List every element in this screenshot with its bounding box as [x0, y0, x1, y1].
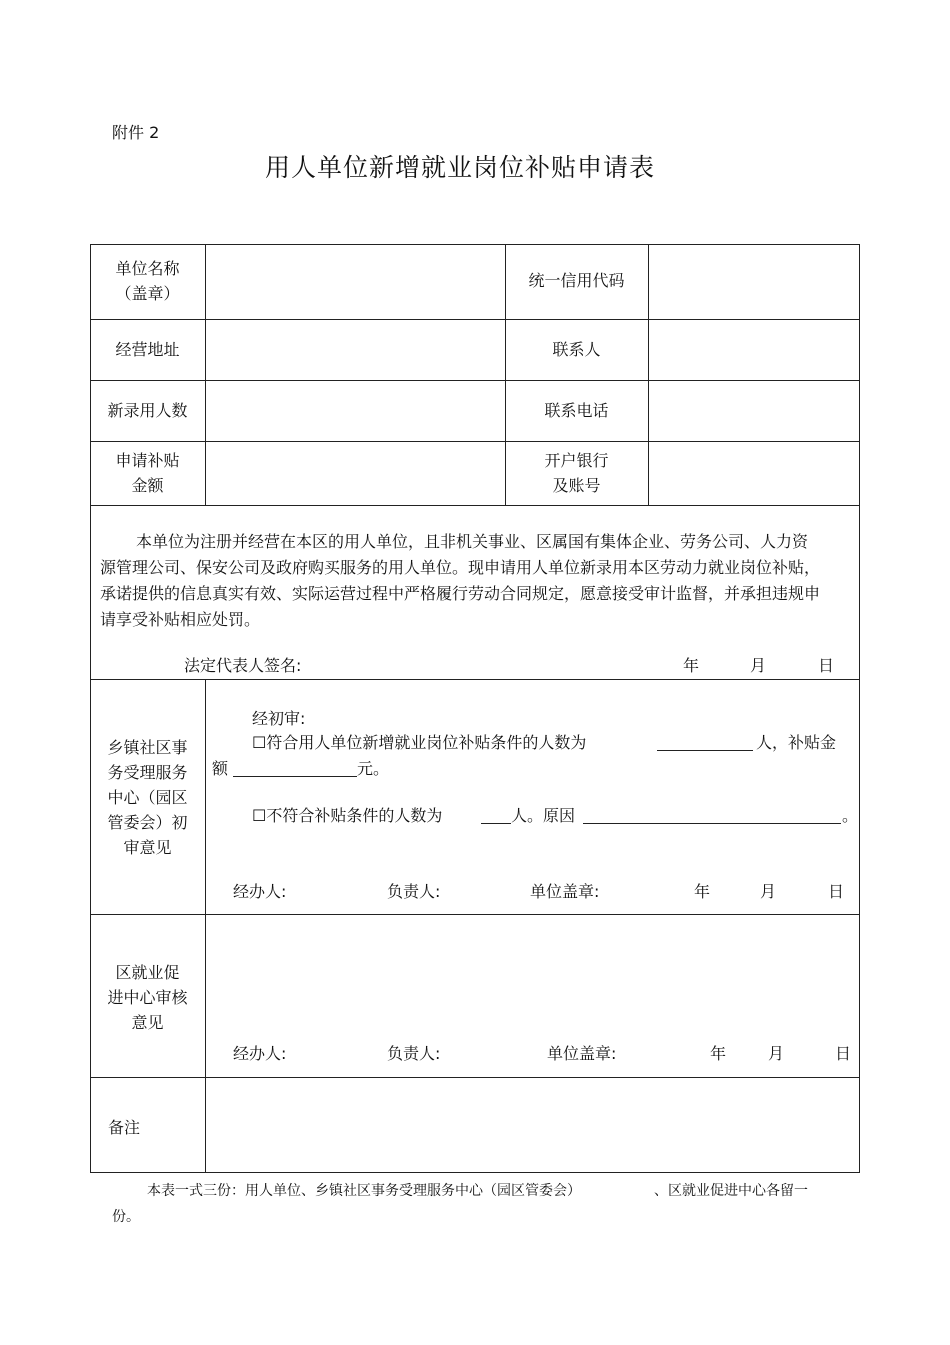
- legal-rep-signature-label: 法定代表人签名:: [184, 656, 302, 675]
- contact-person-field[interactable]: [649, 320, 858, 379]
- district-handler-label: 经办人:: [233, 1044, 287, 1063]
- amount-blank[interactable]: [233, 758, 357, 781]
- district-principal-label: 负责人:: [387, 1044, 441, 1063]
- unqualified-count-blank[interactable]: [481, 805, 511, 828]
- subsidy-amount-label: 申请补贴 金额: [115, 451, 180, 495]
- credit-code-field[interactable]: [649, 245, 858, 318]
- remarks-label: 备注: [108, 1118, 141, 1137]
- amount-suffix: 元。: [357, 759, 390, 778]
- new-hires-label: 新录用人数: [107, 401, 188, 420]
- credit-code-label: 统一信用代码: [528, 271, 625, 290]
- subsidy-amount-field[interactable]: [206, 442, 504, 504]
- initial-review-label: 乡镇社区事 务受理服务 中心（园区 管委会）初 审意见: [107, 738, 188, 857]
- reason-end: 。: [842, 806, 859, 825]
- unit-name-field[interactable]: [206, 245, 504, 318]
- table-border-right: [859, 244, 860, 1173]
- qualified-line: [252, 730, 586, 756]
- footer-note-part3: 份。: [112, 1209, 140, 1225]
- contact-phone-field[interactable]: [649, 381, 858, 440]
- date-month: 月: [750, 656, 767, 675]
- district-date-year: 年: [710, 1044, 727, 1063]
- initial-handler-label: 经办人:: [233, 882, 287, 901]
- contact-phone-label: 联系电话: [544, 401, 609, 420]
- initial-seal-label: 单位盖章:: [530, 882, 600, 901]
- qualified-count-blank[interactable]: [657, 732, 753, 755]
- initial-principal-label: 负责人:: [387, 882, 441, 901]
- date-day: 日: [818, 656, 835, 675]
- business-address-field[interactable]: [206, 320, 504, 379]
- district-seal-label: 单位盖章:: [547, 1044, 617, 1063]
- qualified-mid-text: 人，补贴金: [756, 733, 837, 752]
- bank-account-label: 开户银行 及账号: [544, 451, 609, 495]
- business-address-label: 经营地址: [115, 340, 180, 359]
- district-date-month: 月: [768, 1044, 785, 1063]
- form-title: 用人单位新增就业岗位补贴申请表: [264, 153, 655, 182]
- new-hires-field[interactable]: [206, 381, 504, 440]
- date-year: 年: [683, 656, 700, 675]
- amount-prefix: 额: [212, 759, 229, 778]
- contact-person-label: 联系人: [552, 340, 601, 359]
- pledge-statement: 本单位为注册并经营在本区的用人单位，且非机关事业、区属国有集体企业、劳务公司、人力资源管理公司、保安公司及政府购买服务的用人单位。现申请用人单位新录用本区劳动力就业岗位补贴，承诺提供的信息真实有效、实际运营过程中严格履行劳动合同规定，愿意接受审计监督，并承担违规申请享受补贴相应处罚。: [100, 532, 821, 629]
- unit-name-label: 单位名称 （盖章）: [115, 259, 180, 303]
- footer-note-part1: 本表一式三份：用人单位、乡镇社区事务受理服务中心（园区管委会）: [147, 1183, 581, 1199]
- district-review-label: 区就业促 进中心审核 意见: [107, 963, 188, 1032]
- initial-date-year: 年: [694, 882, 711, 901]
- unqualified-mid-text: 人。原因: [511, 806, 576, 825]
- remarks-field[interactable]: [206, 1078, 858, 1171]
- initial-date-month: 月: [760, 882, 777, 901]
- attachment-number: 附件 2: [112, 123, 160, 142]
- bank-account-field[interactable]: [649, 442, 858, 504]
- table-border-left: [90, 244, 91, 1173]
- reason-blank[interactable]: [583, 805, 841, 828]
- unqualified-checkbox-text[interactable]: ☐不符合补贴条件的人数为: [252, 806, 443, 825]
- footer-note-part2: 、区就业促进中心各留一: [654, 1183, 808, 1199]
- initial-date-day: 日: [828, 882, 845, 901]
- initial-review-heading: 经初审:: [252, 709, 306, 728]
- district-date-day: 日: [835, 1044, 852, 1063]
- qualified-checkbox-text[interactable]: ☐符合用人单位新增就业岗位补贴条件的人数为: [252, 733, 587, 752]
